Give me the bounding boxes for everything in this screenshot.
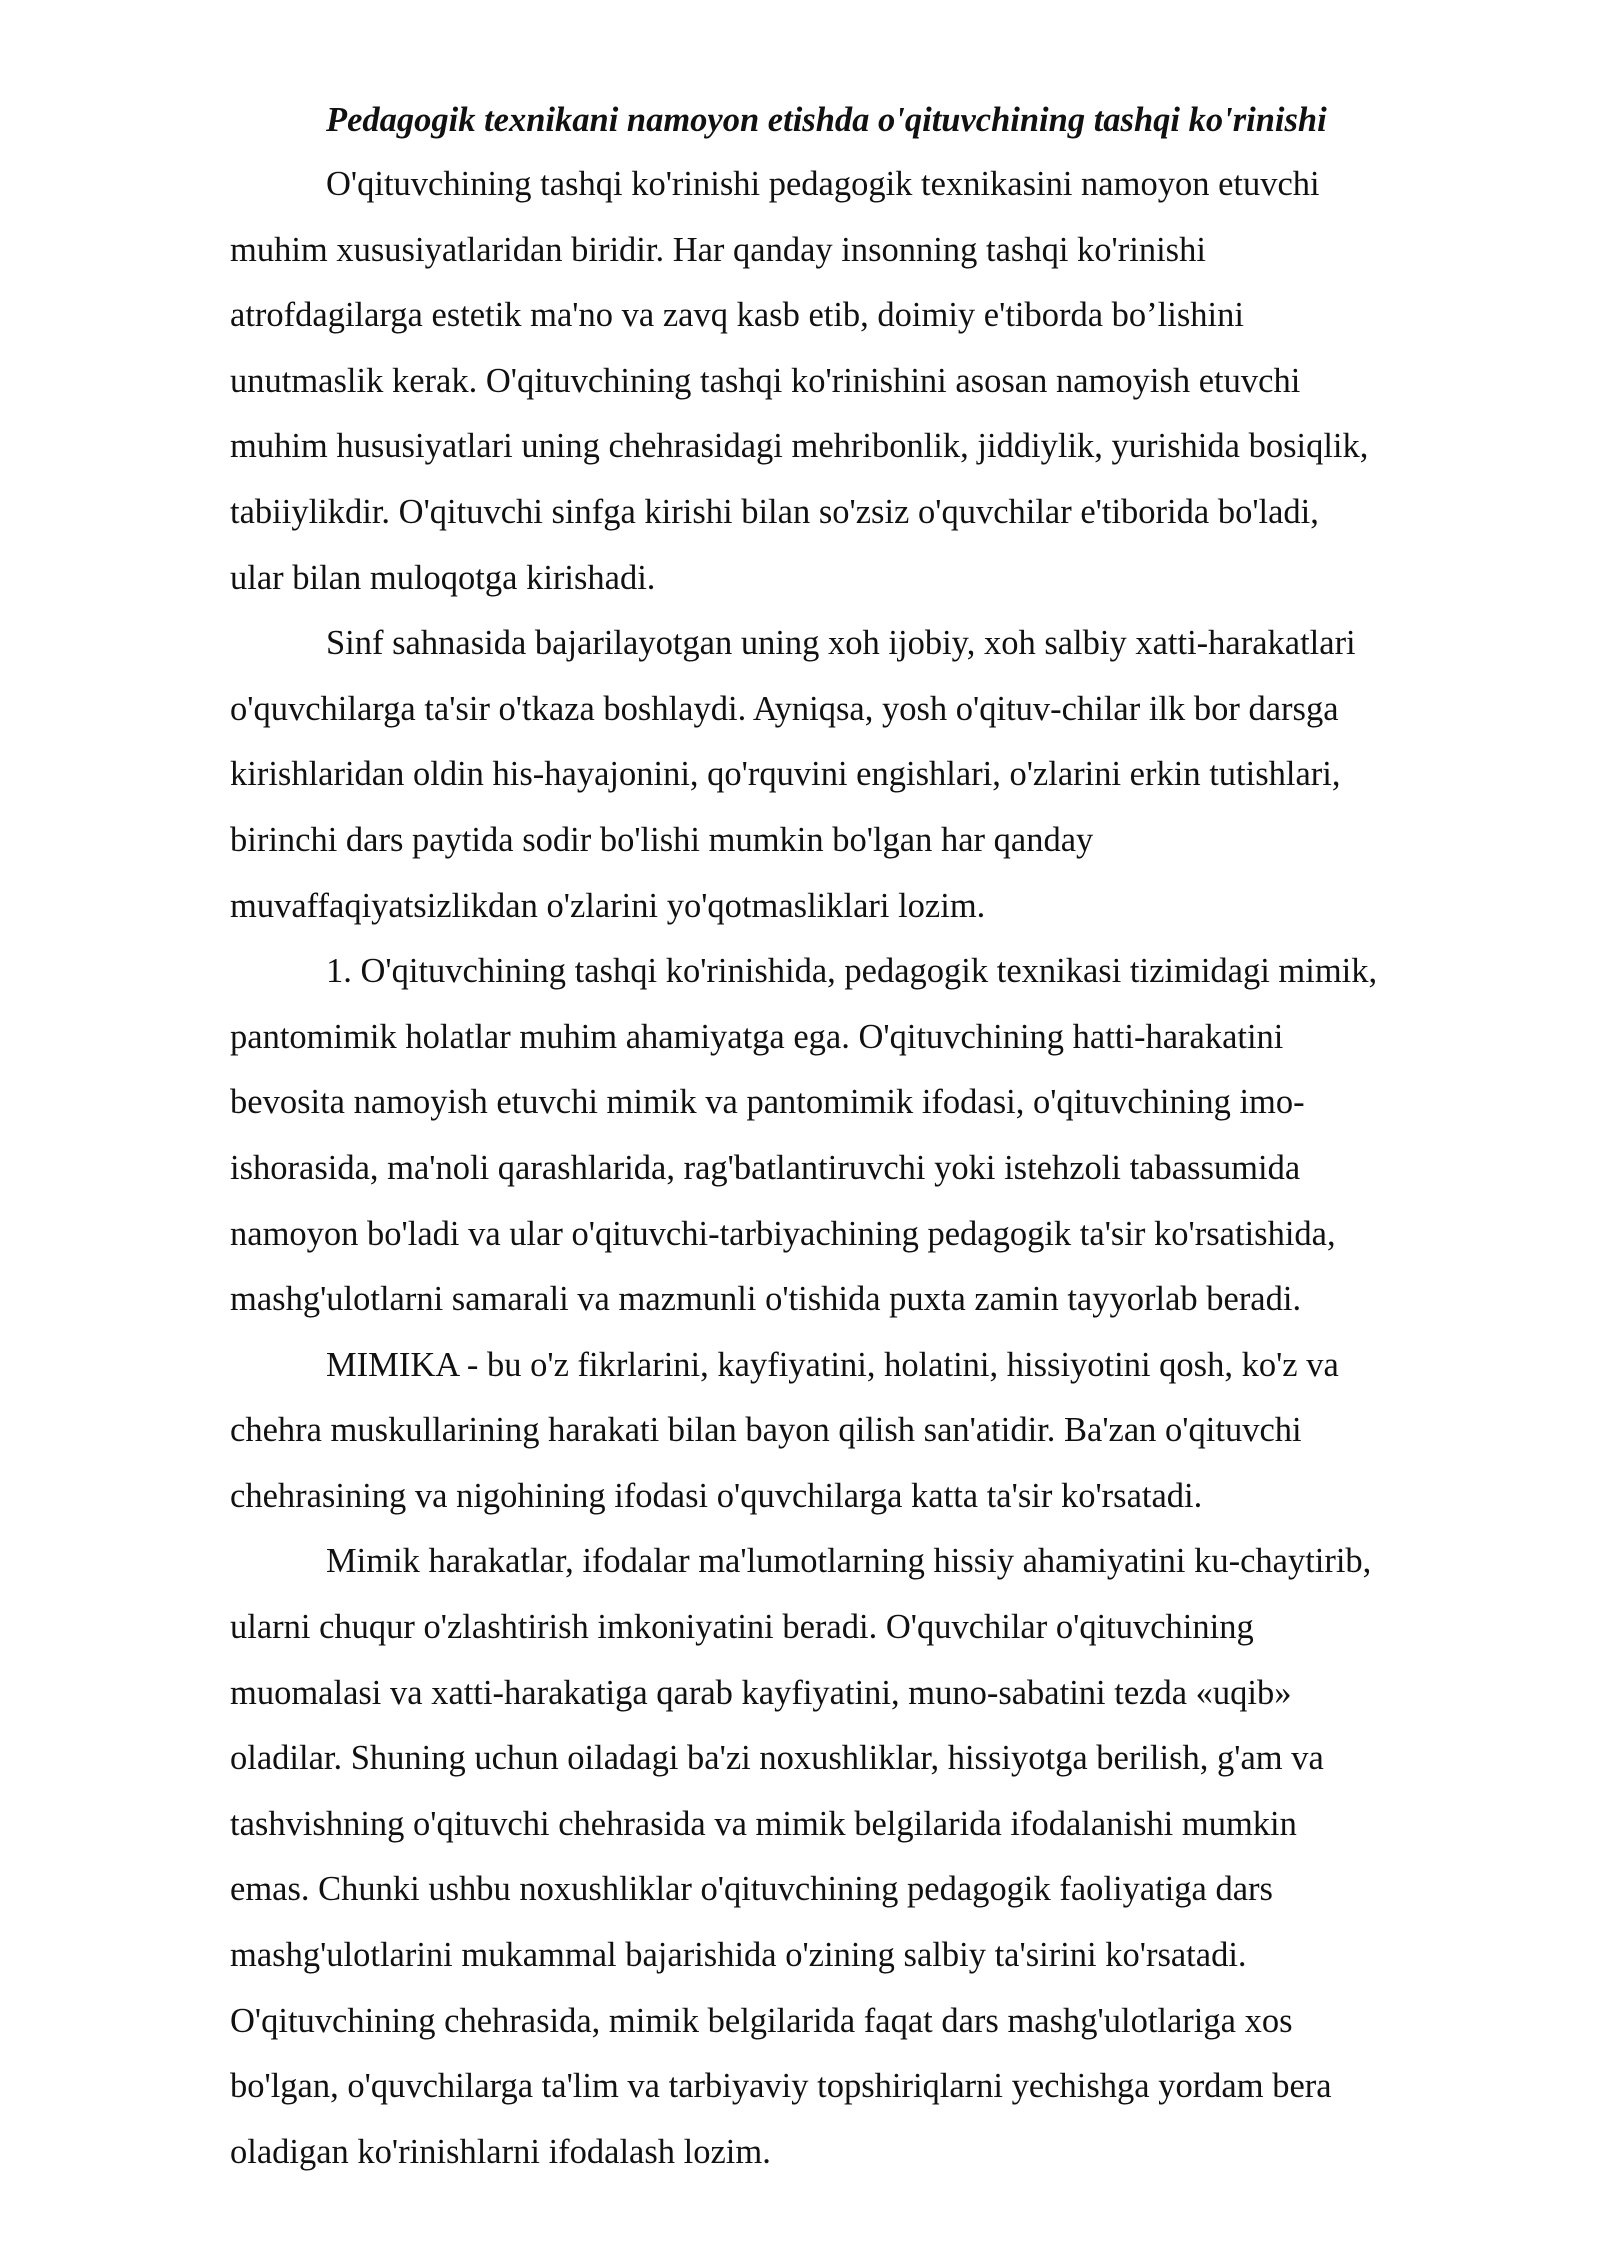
paragraph-line: 1. O'qituvchining tashqi ko'rinishida, pedagogik texnikasi tizimidagi mimik, bbox=[326, 952, 1378, 991]
paragraph-5 bbox=[230, 1529, 1496, 2185]
paragraph-line: mashg'ulotlarini mukammal bajarishida o'zining salbiy ta'sirini ko'rsatadi. bbox=[230, 1936, 1247, 1975]
paragraph-line: ular bilan muloqotga kirishadi. bbox=[230, 558, 656, 597]
paragraph-line: bo'lgan, o'quvchilarga ta'lim va tarbiyaviy topshiriqlarni yechishga yordam bera bbox=[230, 2067, 1332, 2106]
paragraph-line: chehrasining va nigohining ifodasi o'quvchilarga katta ta'sir ko'rsatadi. bbox=[230, 1476, 1203, 1515]
paragraph-line: birinchi dars paytida sodir bo'lishi mumkin bo'lgan har qanday bbox=[230, 820, 1094, 859]
paragraph-line: Mimik harakatlar, ifodalar ma'lumotlarning hissiy ahamiyatini ku-chaytirib, bbox=[326, 1542, 1372, 1581]
paragraph-3 bbox=[230, 939, 1496, 1333]
paragraph-line: muhim xususiyatlaridan biridir. Har qanday insonning tashqi ko'rinishi bbox=[230, 230, 1206, 269]
paragraph-line: oladilar. Shuning uchun oiladagi ba'zi noxushliklar, hissiyotga berilish, g'am va bbox=[230, 1739, 1324, 1778]
paragraph-line: O'qituvchining tashqi ko'rinishi pedagogik texnikasini namoyon etuvchi bbox=[326, 165, 1320, 203]
paragraph-line: tashvishning o'qituvchi chehrasida va mimik belgilarida ifodalanishi mumkin bbox=[230, 1804, 1297, 1843]
paragraph-line: muhim hususiyatlari uning chehrasidagi mehribonlik, jiddiylik, yurishida bosiqlik, bbox=[230, 427, 1369, 466]
paragraph-line: Sinf sahnasida bajarilayotgan uning xoh ijobiy, xoh salbiy xatti-harakatlari bbox=[326, 624, 1356, 663]
paragraph-line: mashg'ulotlarni samarali va mazmunli o'tishida puxta zamin tayyorlab beradi. bbox=[230, 1280, 1302, 1319]
paragraph-line: MIMIKA - bu o'z fikrlarini, kayfiyatini, holatini, hissiyotini qosh, ko'z va bbox=[326, 1345, 1339, 1384]
paragraph-line: emas. Chunki ushbu noxushliklar o'qituvchining pedagogik faoliyatiga dars bbox=[230, 1870, 1273, 1909]
paragraph-line: muomalasi va xatti-harakatiga qarab kayfiyatini, muno-sabatini tezda «uqib» bbox=[230, 1673, 1292, 1712]
paragraph-line: bevosita namoyish etuvchi mimik va pantomimik ifodasi, o'qituvchining imo- bbox=[230, 1083, 1305, 1122]
paragraph-2 bbox=[230, 611, 1496, 939]
paragraph-line: unutmaslik kerak. O'qituvchining tashqi ko'rinishini asosan namoyish etuvchi bbox=[230, 361, 1301, 400]
paragraph-line: atrofdagilarga estetik ma'no va zavq kasb etib, doimiy e'tiborda bo’lishini bbox=[230, 296, 1244, 335]
paragraph-line: kirishlaridan oldin his-hayajonini, qo'rquvini engishlari, o'zlarini erkin tutishlari, bbox=[230, 755, 1341, 794]
document-body bbox=[230, 88, 1496, 2185]
paragraph-line: namoyon bo'ladi va ular o'qituvchi-tarbiyachining pedagogik ta'sir ko'rsatishida, bbox=[230, 1214, 1336, 1253]
paragraph-line: tabiiylikdir. O'qituvchi sinfga kirishi bilan so'zsiz o'quvchilar e'tiborida bo'ladi, bbox=[230, 492, 1319, 531]
paragraph-line: ularni chuqur o'zlashtirish imkoniyatini beradi. O'quvchilar o'qituvchining bbox=[230, 1608, 1254, 1647]
paragraph-line: o'quvchilarga ta'sir o'tkaza boshlaydi. Ayniqsa, yosh o'qituv-chilar ilk bor darsga bbox=[230, 689, 1339, 728]
paragraph-line: chehra muskullarining harakati bilan bayon qilish san'atidir. Ba'zan o'qituvchi bbox=[230, 1411, 1302, 1450]
paragraph-line: oladigan ko'rinishlarni ifodalash lozim. bbox=[230, 2132, 771, 2171]
paragraph-4 bbox=[230, 1333, 1496, 1530]
paragraph-1 bbox=[230, 152, 1496, 611]
paragraph-line: ishorasida, ma'noli qarashlarida, rag'batlantiruvchi yoki istehzoli tabassumida bbox=[230, 1148, 1301, 1187]
paragraph-line: pantomimik holatlar muhim ahamiyatga ega. O'qituvchining hatti-harakatini bbox=[230, 1017, 1284, 1056]
document-title: Pedagogik texnikani namoyon etishda o'qituvchining tashqi ko'rinishi bbox=[326, 101, 1327, 139]
paragraph-line: O'qituvchining chehrasida, mimik belgilarida faqat dars mashg'ulotlariga xos bbox=[230, 2001, 1293, 2040]
paragraph-line: muvaffaqiyatsizlikdan o'zlarini yo'qotmasliklari lozim. bbox=[230, 886, 986, 925]
